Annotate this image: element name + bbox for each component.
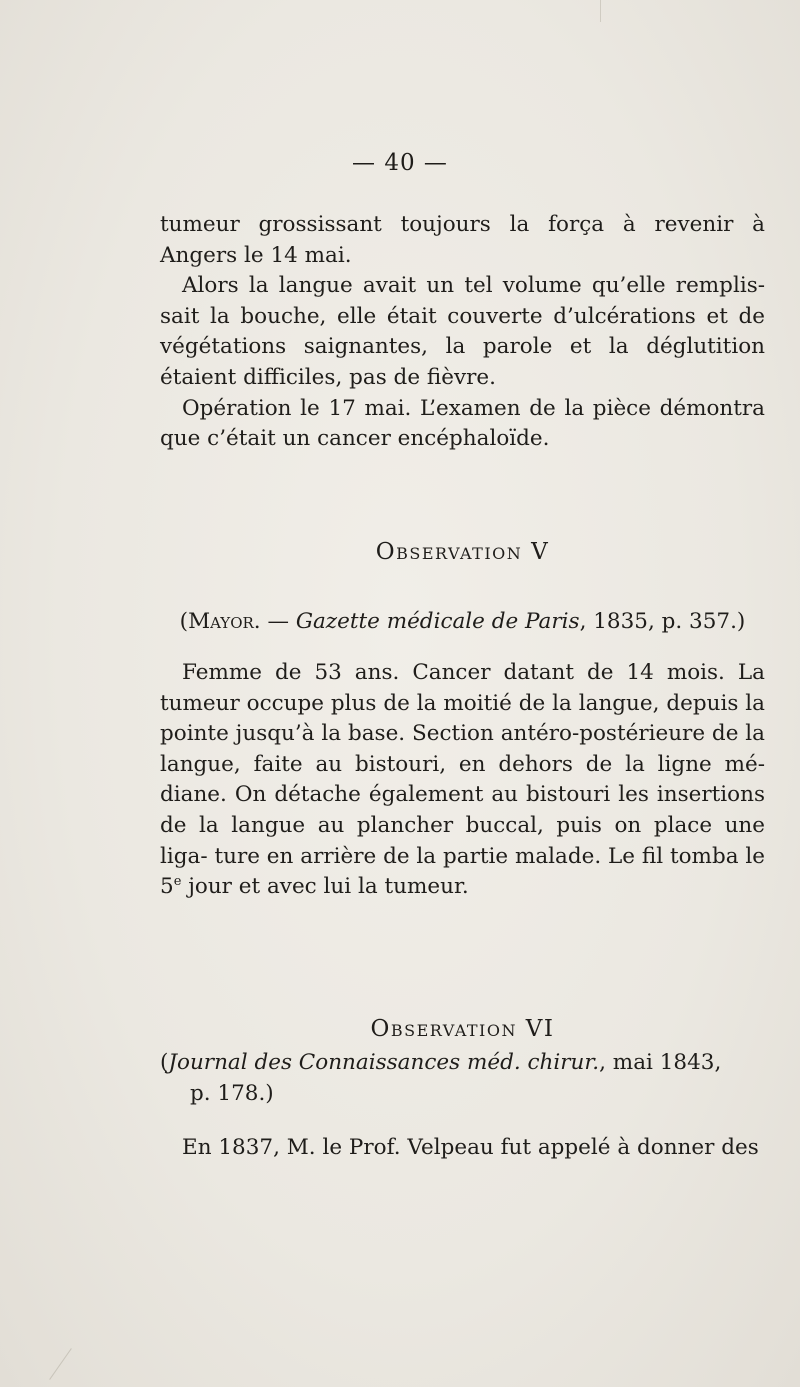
page-number: — 40 —: [352, 150, 448, 176]
observation-5-body: [160, 658, 765, 903]
observation-6-source-line-2: p. 178.): [190, 1080, 274, 1106]
source-journal-title: Gazette médicale de Paris: [295, 609, 580, 634]
scan-mark-bottom: [49, 1348, 72, 1380]
observation-5-paragraph: [160, 658, 765, 903]
observation-6-body: [160, 1133, 765, 1164]
source-open-paren: (: [179, 609, 189, 634]
scan-mark-top: [600, 0, 601, 22]
source-journal-title: Journal des Connaissances méd. chirur.: [168, 1050, 600, 1075]
source-citation: , 1835, p. 357.): [579, 609, 746, 634]
intro-paragraph-2: Alors la langue avait un tel volume qu’elle remplis- sait la bouche, elle était couverte d’ulcérations et de végétations saignantes, la parole et la déglutition étaient difficiles, pas de fièvre.: [160, 273, 765, 390]
observation-5-text: Femme de 53 ans. Cancer datant de 14 mois. La tumeur occupe plus de la moitié de la langue, depuis la pointe jusqu’à la base. Section antéro-postérieure de la langue, faite au bistouri, en dehors de la ligne mé- diane. On détache également au bistouri les insertions de la langue au plancher buccal, puis on place une liga- ture en arrière de la partie malade. Le fil tomba le: [160, 660, 765, 869]
observation-5-source: [160, 607, 765, 638]
observation-5-text-end: jour et avec lui la tumeur.: [181, 874, 469, 900]
source-citation: , mai 1843,: [599, 1050, 722, 1075]
observation-6-heading: Observation VI: [370, 1016, 555, 1042]
observation-6-source-line-1: [160, 1048, 765, 1079]
intro-paragraph-3: Opération le 17 mai. L’examen de la pièce démontra que c’était un cancer encéphaloïde.: [160, 395, 765, 452]
observation-6-paragraph: En 1837, M. le Prof. Velpeau fut appelé à donner des: [182, 1135, 759, 1160]
source-author: Mayor.: [188, 609, 261, 634]
observation-6-source: [160, 1048, 765, 1109]
ordinal-number: 5: [160, 874, 174, 900]
intro-paragraphs: [160, 210, 765, 455]
source-dash: —: [260, 609, 296, 634]
source-open-paren: (: [160, 1050, 169, 1075]
intro-paragraph-1: tumeur grossissant toujours la força à revenir à Angers le 14 mai.: [160, 212, 765, 268]
observation-5-heading: Observation V: [375, 539, 550, 565]
ordinal-suffix: e: [173, 874, 182, 890]
